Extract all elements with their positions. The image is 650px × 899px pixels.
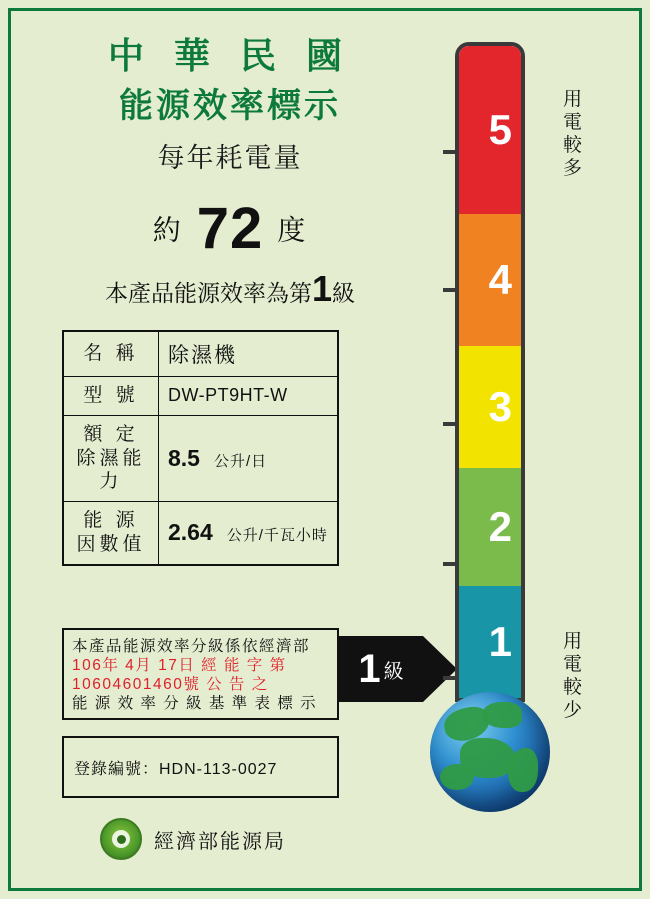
thermometer-segment-3 (459, 346, 521, 468)
efficiency-grade-statement (40, 268, 420, 310)
thermometer-tick (443, 422, 457, 426)
spec-label-line: 能 源 (83, 510, 139, 531)
spec-label-line: 額 定 (83, 423, 139, 445)
efficiency-thermometer (455, 42, 525, 702)
thermometer-segment-label: 2 (488, 503, 512, 550)
spec-value-unit: 公升/日 (213, 452, 268, 470)
spec-label-line: 名 稱 (83, 343, 139, 365)
spec-table (62, 330, 339, 566)
page-title-line2: 能源效率標示 (119, 87, 341, 125)
spec-value-number: 8.5 (168, 444, 200, 471)
globe-landmass (440, 764, 474, 790)
thermometer-tick (443, 288, 457, 292)
consumption-unit: 度 (277, 214, 308, 246)
legal-line-3: 10604601460號 公 告 之 (72, 676, 269, 693)
spec-value-text: 除濕機 (168, 344, 237, 367)
thermometer-segment-1 (459, 586, 521, 698)
spec-value-unit: 公升/千瓦小時 (226, 527, 328, 545)
thermometer-segment-label: 1 (488, 618, 512, 665)
registration-box (62, 736, 339, 798)
thermometer-segment-label: 4 (488, 256, 512, 303)
spec-label-model (63, 377, 159, 416)
thermometer-bulb-globe-icon (430, 692, 550, 812)
side-label-less-power: 用電較少 (562, 631, 583, 721)
thermometer-segment-label: 5 (488, 106, 512, 153)
grade-callout-body (339, 636, 423, 702)
grade-callout (339, 636, 457, 702)
legal-note-box (62, 628, 339, 720)
table-row (63, 415, 338, 501)
thermometer-segment-2 (459, 468, 521, 586)
table-row (63, 331, 338, 377)
legal-line-4: 能 源 效 率 分 級 基 準 表 標 示 (72, 695, 318, 712)
spec-label-line: 因數值 (76, 533, 146, 555)
thermometer-segment-4 (459, 214, 521, 346)
legal-line-2: 106年 4月 17日 經 能 字 第 (72, 657, 287, 674)
spec-label-capacity (63, 415, 159, 501)
grade-number-text: 1 (311, 268, 333, 309)
table-row (63, 377, 338, 416)
grade-callout-arrow-icon (423, 636, 457, 702)
spec-label-line: 除濕能力 (76, 447, 146, 493)
spec-label-line: 型 號 (83, 385, 139, 406)
table-row (63, 502, 338, 565)
spec-value-number: 2.64 (168, 519, 213, 546)
side-label-more-power: 用電較多 (562, 89, 583, 179)
spec-label-name (63, 331, 159, 377)
registration-number: 登錄編號：HDN-113-0027 (74, 760, 278, 778)
bureau-footer (100, 818, 286, 860)
annual-consumption-row (40, 195, 420, 261)
thermometer-segment-label: 3 (488, 383, 512, 430)
bureau-of-energy-logo-icon (100, 818, 142, 860)
thermometer-segment-5 (459, 46, 521, 214)
thermometer-tick (443, 562, 457, 566)
consumption-value: 72 (196, 196, 264, 261)
globe-landmass (482, 702, 522, 728)
spec-label-energy-factor (63, 502, 159, 565)
legal-line-1: 本產品能源效率分級係依經濟部 (72, 638, 311, 655)
subtitle-annual-consumption: 每年耗電量 (157, 143, 303, 173)
thermometer-tick (443, 150, 457, 154)
spec-value-energy-factor (159, 502, 339, 565)
grade-callout-unit: 級 (383, 660, 404, 683)
grade-prefix-text: 本產品能源效率為第 (104, 280, 312, 306)
spec-value-capacity (159, 415, 339, 501)
spec-value-text: DW-PT9HT-W (168, 385, 288, 406)
grade-suffix-text: 級 (332, 280, 356, 306)
page-title-line1: 中 華 民 國 (107, 35, 352, 76)
globe-landmass (508, 748, 538, 792)
grade-callout-number: 1 (358, 647, 381, 691)
thermometer-tick (443, 676, 457, 680)
bureau-footer-label: 經濟部能源局 (154, 830, 286, 853)
spec-value-model (159, 377, 339, 416)
consumption-prefix: 約 (152, 214, 183, 246)
spec-value-name (159, 331, 339, 377)
